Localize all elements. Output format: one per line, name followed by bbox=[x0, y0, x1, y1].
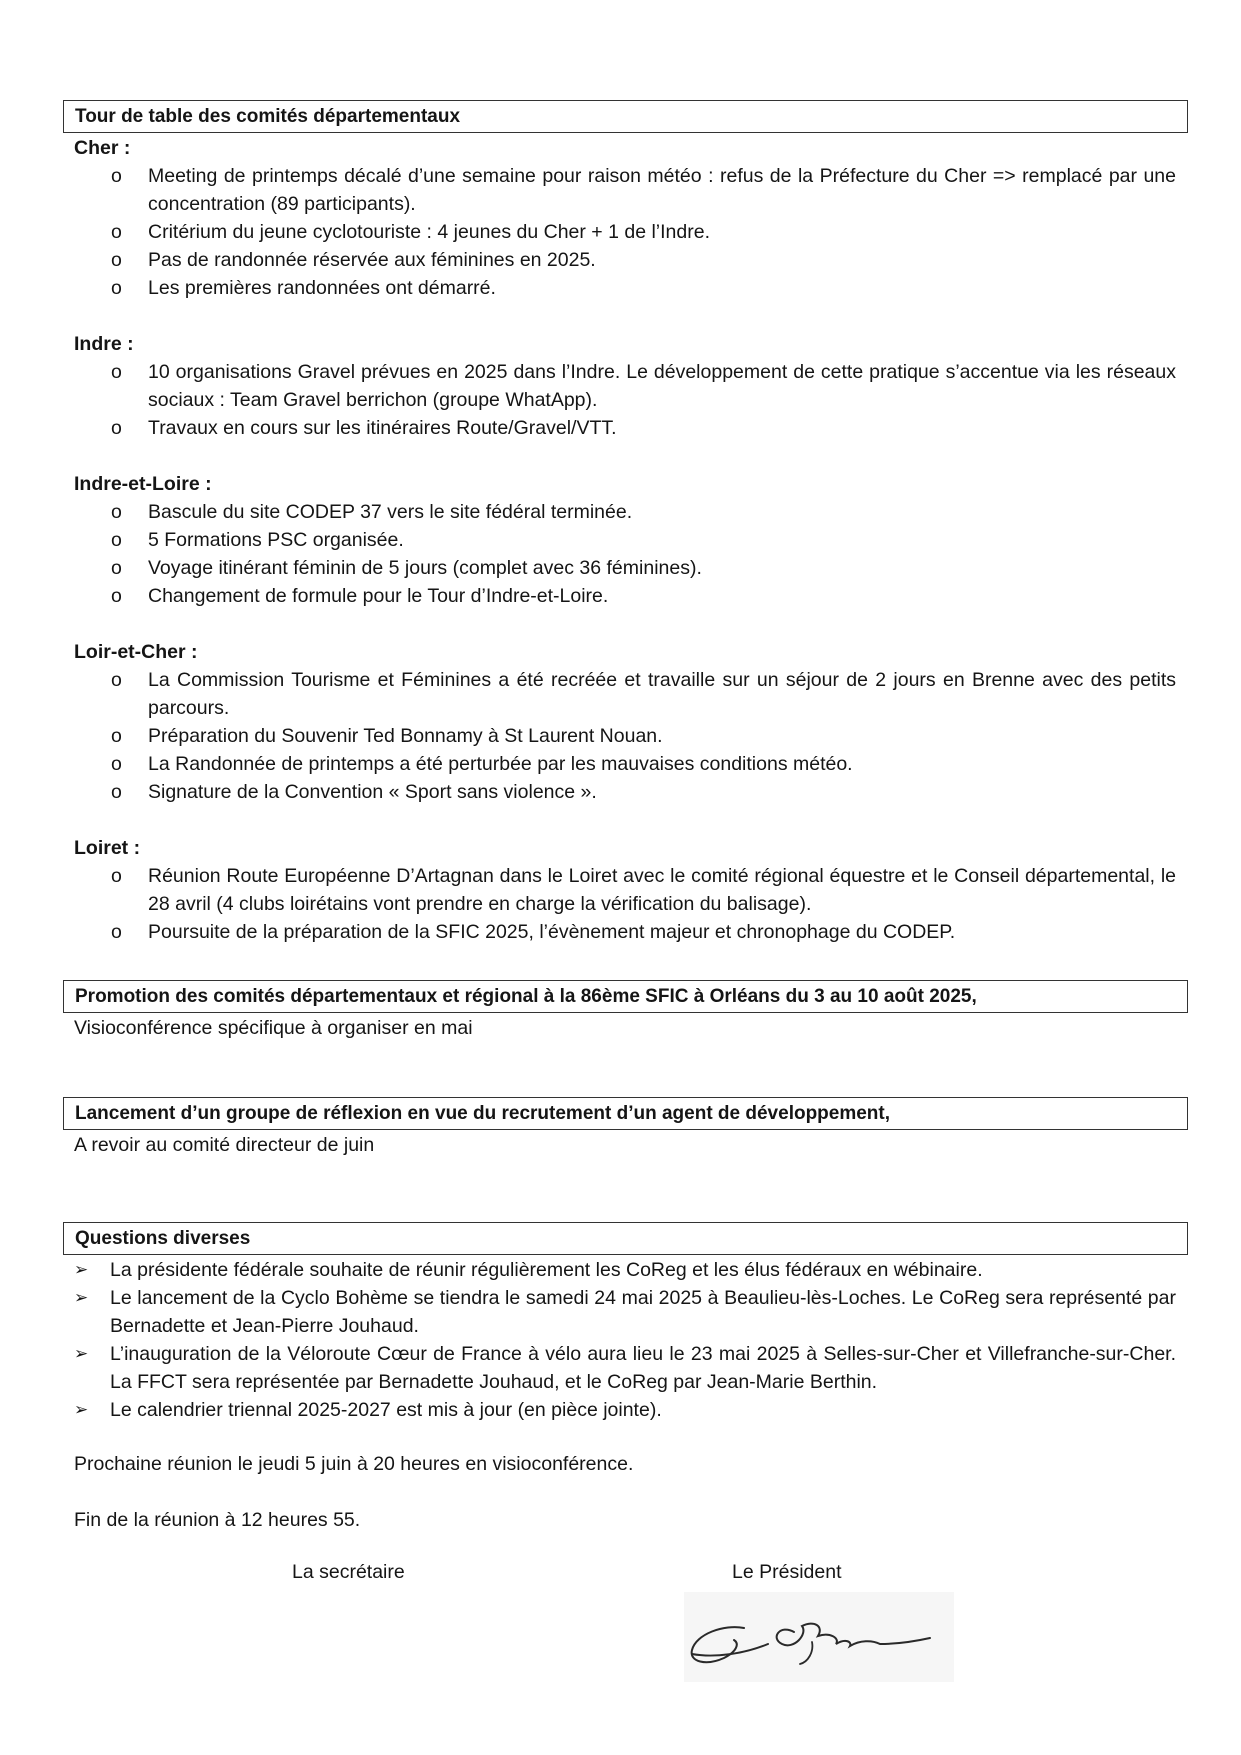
list-indre bbox=[74, 358, 1176, 442]
list-item: o Les premières randonnées ont démarré. bbox=[74, 274, 1176, 302]
list-loiret bbox=[74, 862, 1176, 946]
arrow-bullet-icon: ➢ bbox=[74, 1288, 89, 1307]
list-item: o Changement de formule pour le Tour d’Indre-et-Loire. bbox=[74, 582, 1176, 610]
subheading-indre-et-loire: Indre-et-Loire : bbox=[74, 473, 212, 495]
subheading-cher: Cher : bbox=[74, 137, 131, 159]
list-item: ➢ Le lancement de la Cyclo Bohème se tiendra le samedi 24 mai 2025 à Beaulieu-lès-Loches. Le CoReg sera représenté par Bernadette et Jean-Pierre Jouhaud. bbox=[74, 1284, 1176, 1340]
list-item: ➢ L’inauguration de la Véloroute Cœur de France à vélo aura lieu le 23 mai 2025 à Selles-sur-Cher et Villefranche-sur-Cher. La FFCT sera représentée par Bernadette Jouhaud, et le CoReg par Jean-Marie Berthin. bbox=[74, 1340, 1176, 1396]
arrow-bullet-icon: ➢ bbox=[74, 1260, 89, 1279]
list-item: o Signature de la Convention « Sport sans violence ». bbox=[74, 778, 1176, 806]
list-item: o La Commission Tourisme et Féminines a été recréée et travaille sur un séjour de 2 jours en Brenne avec des petits parcours. bbox=[74, 666, 1176, 722]
secretary-label: La secrétaire bbox=[292, 1561, 405, 1583]
section-groupe-reflexion-text: A revoir au comité directeur de juin bbox=[74, 1134, 375, 1156]
arrow-bullet-icon: ➢ bbox=[74, 1344, 89, 1363]
circle-bullet-icon: o bbox=[111, 921, 122, 943]
list-indre-et-loire bbox=[74, 498, 1176, 610]
list-item: o Poursuite de la préparation de la SFIC 2025, l’évènement majeur et chronophage du CODEP. bbox=[74, 918, 1176, 946]
section-promotion-text: Visioconférence spécifique à organiser en mai bbox=[74, 1017, 473, 1039]
circle-bullet-icon: o bbox=[111, 249, 122, 271]
president-label: Le Président bbox=[732, 1561, 842, 1583]
circle-bullet-icon: o bbox=[111, 501, 122, 523]
circle-bullet-icon: o bbox=[111, 865, 122, 887]
subheading-indre: Indre : bbox=[74, 333, 134, 355]
section-header-groupe-reflexion: Lancement d’un groupe de réflexion en vue du recrutement d’un agent de développement, bbox=[63, 1097, 1188, 1130]
signature-scan-background bbox=[684, 1592, 954, 1682]
subheading-loir-et-cher: Loir-et-Cher : bbox=[74, 641, 198, 663]
circle-bullet-icon: o bbox=[111, 585, 122, 607]
section-header-tour-de-table: Tour de table des comités départementaux bbox=[63, 100, 1188, 133]
circle-bullet-icon: o bbox=[111, 781, 122, 803]
list-cher bbox=[74, 162, 1176, 302]
list-item: o Travaux en cours sur les itinéraires Route/Gravel/VTT. bbox=[74, 414, 1176, 442]
circle-bullet-icon: o bbox=[111, 557, 122, 579]
list-questions-diverses bbox=[74, 1256, 1176, 1424]
list-item: o Voyage itinérant féminin de 5 jours (complet avec 36 féminines). bbox=[74, 554, 1176, 582]
circle-bullet-icon: o bbox=[111, 417, 122, 439]
circle-bullet-icon: o bbox=[111, 361, 122, 383]
end-meeting-text: Fin de la réunion à 12 heures 55. bbox=[74, 1509, 361, 1531]
subheading-loiret: Loiret : bbox=[74, 837, 141, 859]
list-item: o Critérium du jeune cyclotouriste : 4 jeunes du Cher + 1 de l’Indre. bbox=[74, 218, 1176, 246]
list-item: o 10 organisations Gravel prévues en 2025 dans l’Indre. Le développement de cette pratique s’accentue via les réseaux sociaux : Team Gravel berrichon (groupe WhatApp). bbox=[74, 358, 1176, 414]
president-signature-image bbox=[684, 1592, 954, 1682]
circle-bullet-icon: o bbox=[111, 669, 122, 691]
list-item: o Préparation du Souvenir Ted Bonnamy à St Laurent Nouan. bbox=[74, 722, 1176, 750]
list-item: o Meeting de printemps décalé d’une semaine pour raison météo : refus de la Préfecture du Cher => remplacé par une concentration (89 participants). bbox=[74, 162, 1176, 218]
next-meeting-text: Prochaine réunion le jeudi 5 juin à 20 heures en visioconférence. bbox=[74, 1453, 634, 1475]
circle-bullet-icon: o bbox=[111, 221, 122, 243]
list-item: ➢ La présidente fédérale souhaite de réunir régulièrement les CoReg et les élus fédéraux en wébinaire. bbox=[74, 1256, 1176, 1284]
circle-bullet-icon: o bbox=[111, 725, 122, 747]
section-questions-diverses-body bbox=[74, 1256, 1176, 1424]
circle-bullet-icon: o bbox=[111, 529, 122, 551]
list-item: o La Randonnée de printemps a été perturbée par les mauvaises conditions météo. bbox=[74, 750, 1176, 778]
list-loir-et-cher bbox=[74, 666, 1176, 806]
list-item: o Réunion Route Européenne D’Artagnan dans le Loiret avec le comité régional équestre et le Conseil départemental, le 28 avril (4 clubs loirétains vont prendre en charge la vérification du balisage). bbox=[74, 862, 1176, 918]
section-header-promotion-sfic: Promotion des comités départementaux et régional à la 86ème SFIC à Orléans du 3 au 10 août 2025, bbox=[63, 980, 1188, 1013]
list-item: o Bascule du site CODEP 37 vers le site fédéral terminée. bbox=[74, 498, 1176, 526]
circle-bullet-icon: o bbox=[111, 753, 122, 775]
list-item: ➢ Le calendrier triennal 2025-2027 est mis à jour (en pièce jointe). bbox=[74, 1396, 1176, 1424]
section-tour-de-table-body bbox=[74, 134, 1176, 946]
section-header-questions-diverses: Questions diverses bbox=[63, 1222, 1188, 1255]
arrow-bullet-icon: ➢ bbox=[74, 1400, 89, 1419]
list-item: o 5 Formations PSC organisée. bbox=[74, 526, 1176, 554]
circle-bullet-icon: o bbox=[111, 277, 122, 299]
list-item: o Pas de randonnée réservée aux féminines en 2025. bbox=[74, 246, 1176, 274]
circle-bullet-icon: o bbox=[111, 165, 122, 187]
